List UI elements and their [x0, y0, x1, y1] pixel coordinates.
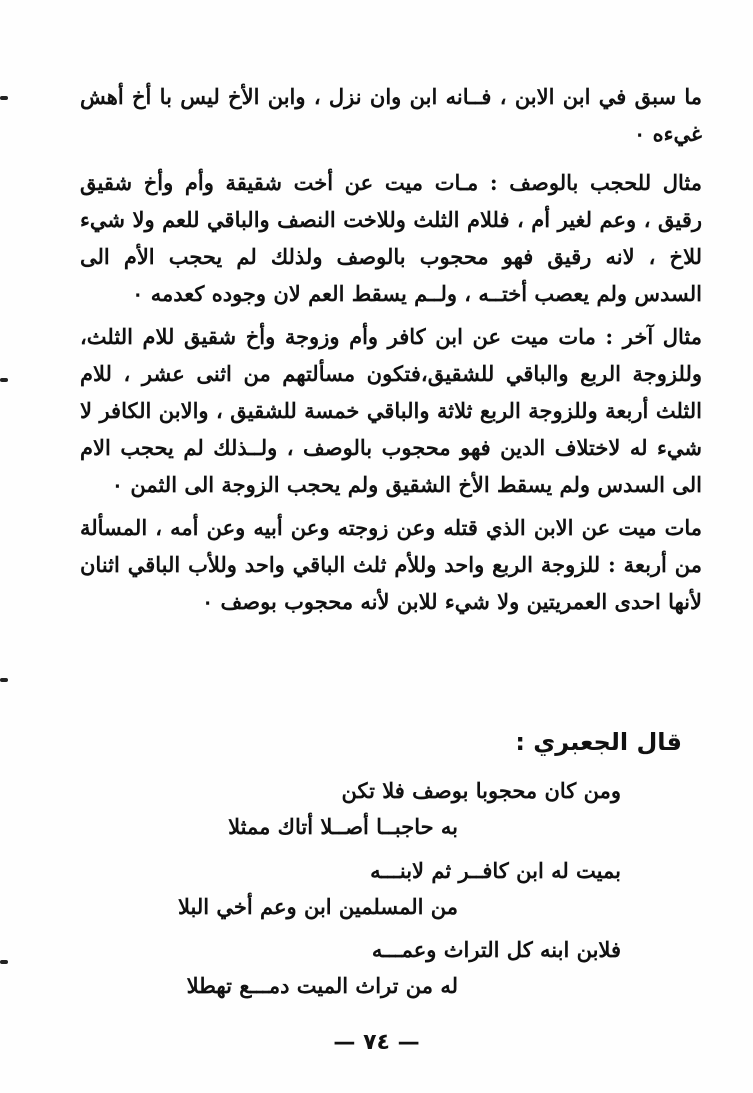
section-heading: قال الجعبري :	[515, 728, 682, 756]
page-number: — ٧٤ —	[333, 1030, 420, 1055]
verse-line: به حاجبــا أصــلا أتاك ممثلا	[228, 814, 458, 839]
verse-line: له من تراث الميت دمـــع تهطلا	[186, 973, 458, 998]
verse-line: فلابن ابنه كل التراث وعمـــه	[371, 937, 621, 962]
margin-mark	[0, 96, 8, 100]
verse-line: بميت له ابن كافــر ثم لابنـــه	[370, 858, 621, 883]
margin-mark	[0, 678, 8, 682]
verse-line: ومن كان محجوبا بوصف فلا تكن	[341, 778, 621, 803]
paragraph: ما سبق في ابن الابن ، فــانه ابن وان نزل ، وابن الأخ ليس با أخ أهش غيءه ٠	[80, 84, 702, 146]
verse-line: من المسلمين ابن وعم أخي البلا	[177, 894, 458, 919]
body-text	[80, 78, 702, 620]
paragraph: مات ميت عن الابن الذي قتله وعن زوجته وعن أبيه وعن أمه ، المسألة من أربعة : للزوجة الربع واحد وللأم ثلث الباقي واحد وللأب الباقي اثنان لأنها احدى العمريتين ولا شيء للابن لأنه محجوب بوصف ٠	[80, 515, 702, 614]
margin-mark	[0, 378, 8, 382]
paragraph: مثال آخر : مات ميت عن ابن كافر وأم وزوجة وأخ شقيق للام الثلث، وللزوجة الربع والباقي للشقيق،فتكون مسألتهم من اثنى عشر ، للام الثلث أربعة وللزوجة الربع ثلاثة والباقي خمسة للشقيق ، والابن الكافر لا شيء له لاختلاف الدين فهو محجوب بالوصف ، ولــذلك لم يحجب الام الى السدس ولم يسقط الأخ الشقيق ولم يحجب الزوجة الى الثمن ٠	[80, 324, 703, 497]
paragraph: مثال للحجب بالوصف : مـات ميت عن أخت شقيقة وأم وأخ شقيق رقيق ، وعم لغير أم ، فللام الثلث وللاخت النصف والباقي للعم ولا شيء للاخ ، لانه رقيق فهو محجوب بالوصف ولذلك لم يحجب الأم الى السدس ولم يعصب أختــه ، ولــم يسقط العم لان وجوده كعدمه ٠	[80, 170, 702, 306]
margin-mark	[0, 960, 8, 964]
